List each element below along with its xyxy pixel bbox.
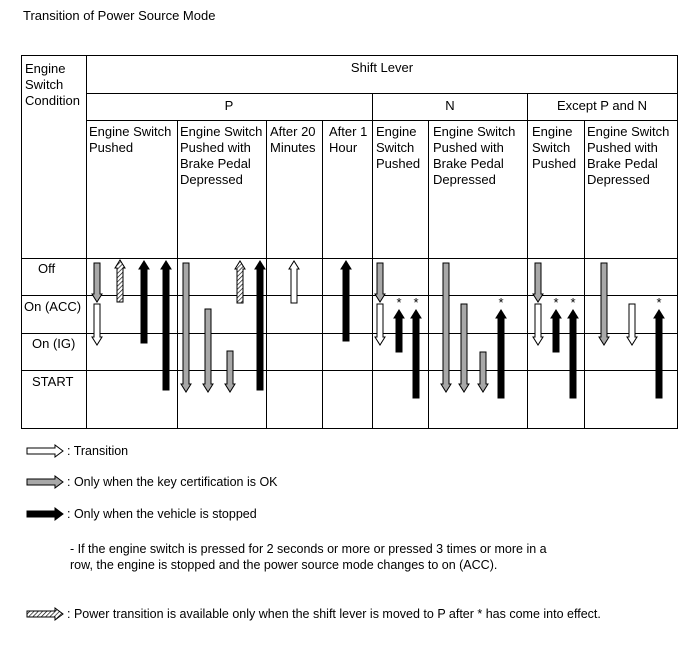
corner-header-line2: Switch — [25, 77, 64, 92]
legend-hatched-swatch — [27, 608, 63, 620]
legend-transition-text: : Transition — [67, 444, 129, 458]
svg-text:Engine Switch: Engine Switch — [587, 124, 670, 139]
star-marker: * — [656, 295, 662, 310]
arrow-n2-off-to-start — [441, 263, 451, 392]
row-label-off: Off — [38, 261, 56, 276]
arrow-p1-acc-to-off-hatched — [115, 260, 125, 302]
column-header-n-pushed-with-brake — [433, 124, 515, 187]
arrow-after1h-ig-to-off — [341, 261, 351, 341]
arrow-n2-ig-to-start — [478, 352, 488, 392]
legend-key-ok-text: : Only when the key certification is OK — [67, 475, 278, 489]
arrow-x1-start-to-acc — [568, 310, 578, 398]
arrow-n1-ig-to-acc — [394, 310, 404, 352]
arrow-n1-off-to-acc — [375, 263, 385, 302]
arrow-p1-off-to-acc — [92, 263, 102, 302]
svg-text:Engine: Engine — [532, 124, 573, 139]
svg-text:Depressed: Depressed — [587, 172, 650, 187]
star-marker: * — [498, 295, 504, 310]
group-header-n: N — [445, 98, 455, 113]
legend-key-ok-swatch — [27, 476, 63, 488]
star-marker: * — [396, 295, 402, 310]
arrow-p2-start-to-off — [255, 261, 265, 390]
legend-stopped-swatch — [27, 508, 63, 520]
column-header-p-pushed-with-brake — [180, 124, 262, 187]
svg-text:Engine Switch: Engine Switch — [433, 124, 516, 139]
arrow-n2-start-to-acc — [496, 310, 506, 398]
svg-text:Brake Pedal: Brake Pedal — [180, 156, 251, 171]
arrow-x1-acc-to-ig — [533, 304, 543, 345]
svg-text:Pushed: Pushed — [376, 156, 421, 171]
star-marker: * — [570, 295, 576, 310]
svg-text:Engine Switch: Engine Switch — [89, 124, 172, 139]
arrow-p2-acc-to-off-hatched — [235, 261, 245, 303]
arrow-x1-ig-to-acc — [551, 310, 561, 352]
arrow-p2-acc-to-start — [203, 309, 213, 392]
star-marker: * — [553, 295, 559, 310]
arrow-n2-acc-to-start — [459, 304, 469, 392]
svg-text:Pushed: Pushed — [532, 156, 577, 171]
arrow-x2-off-to-ig — [599, 263, 609, 345]
svg-text:Pushed with: Pushed with — [433, 140, 504, 155]
column-header-p-after-20-minutes — [270, 124, 316, 155]
svg-text:After 20: After 20 — [270, 124, 316, 139]
arrow-p1-ig-to-off — [139, 261, 149, 343]
legend-note-line2: row, the engine is stopped and the power source mode changes to on (ACC). — [70, 558, 498, 572]
row-label-start: START — [32, 374, 74, 389]
group-header-p: P — [224, 98, 234, 113]
arrow-p1-start-to-off — [161, 261, 171, 390]
page-title: Transition of Power Source Mode — [23, 8, 216, 23]
column-header-n-engine-switch-pushed — [376, 124, 420, 171]
arrow-p1-acc-to-ig — [92, 304, 102, 345]
svg-text:Brake Pedal: Brake Pedal — [587, 156, 658, 171]
legend — [27, 444, 601, 621]
svg-text:Depressed: Depressed — [180, 172, 243, 187]
corner-header-line3: Condition — [25, 93, 80, 108]
shift-lever-header: Shift Lever — [350, 60, 414, 75]
legend-hatched-text: : Power transition is available only when the shift lever is moved to P after * has come into effect. — [67, 607, 601, 621]
row-label-on-acc: On (ACC) — [24, 299, 82, 314]
arrow-x2-start-to-acc — [654, 310, 664, 398]
arrow-p2-off-to-start — [181, 263, 191, 392]
legend-transition-swatch — [27, 445, 63, 457]
star-marker: * — [413, 295, 419, 310]
svg-text:Engine Switch: Engine Switch — [180, 124, 263, 139]
legend-note-line1: - If the engine switch is pressed for 2 seconds or more or pressed 3 times or more in a — [70, 542, 547, 556]
svg-text:Depressed: Depressed — [433, 172, 496, 187]
column-header-p-engine-switch-pushed — [89, 124, 171, 155]
svg-text:Switch: Switch — [532, 140, 571, 155]
column-header-except-pushed-with-brake — [587, 124, 669, 187]
arrow-x2-acc-to-ig — [627, 304, 637, 345]
group-header-except-p-n: Except P and N — [556, 98, 648, 113]
legend-stopped-text: : Only when the vehicle is stopped — [67, 507, 257, 521]
svg-text:Hour: Hour — [329, 140, 358, 155]
arrow-n1-acc-to-ig — [375, 304, 385, 345]
column-header-p-after-1-hour — [329, 124, 367, 155]
svg-text:Pushed with: Pushed with — [180, 140, 251, 155]
svg-text:Engine: Engine — [376, 124, 417, 139]
svg-text:Pushed with: Pushed with — [587, 140, 658, 155]
row-label-on-ig: On (IG) — [32, 336, 76, 351]
arrow-p2-ig-to-start — [225, 351, 235, 392]
arrow-after20-acc-to-off — [289, 261, 299, 303]
svg-text:After 1: After 1 — [329, 124, 368, 139]
svg-text:Brake Pedal: Brake Pedal — [433, 156, 504, 171]
corner-header-line1: Engine — [25, 61, 66, 76]
svg-text:Switch: Switch — [376, 140, 415, 155]
arrow-x1-off-to-acc — [533, 263, 543, 302]
svg-text:Pushed: Pushed — [89, 140, 134, 155]
svg-text:Minutes: Minutes — [270, 140, 316, 155]
arrow-n1-start-to-acc — [411, 310, 421, 398]
column-header-except-engine-switch-pushed — [532, 124, 576, 171]
